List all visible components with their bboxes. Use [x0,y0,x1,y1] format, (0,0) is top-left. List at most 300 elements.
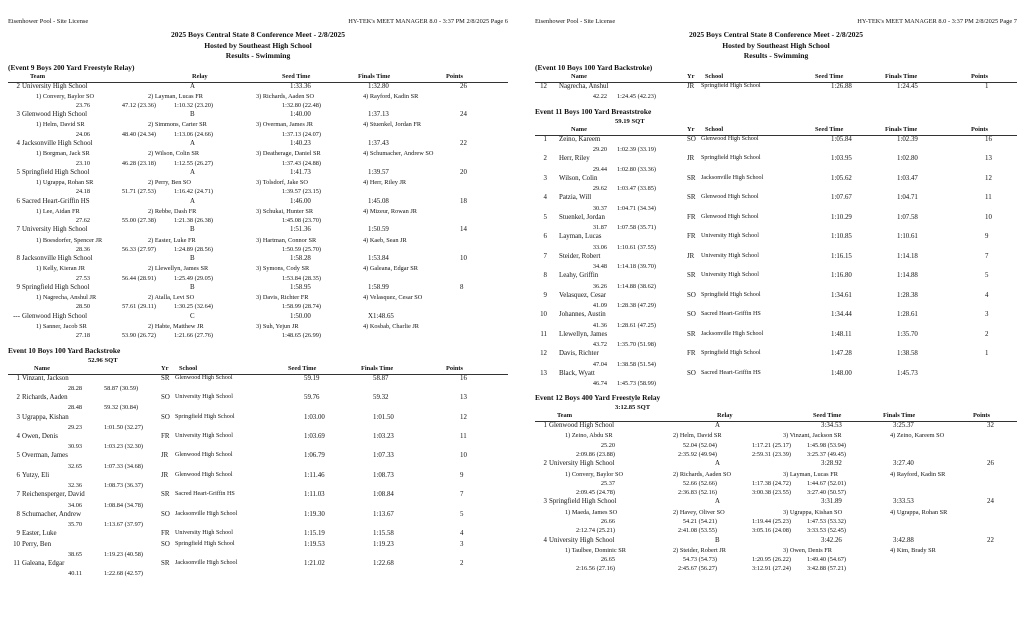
meet-title: 2025 Boys Central State 8 Conference Meet - 2/8/2025 [170,30,346,39]
place: 4 [16,140,20,148]
split-time: 3:12.91 (27.24) [751,565,791,573]
relay-letter: B [190,255,195,263]
split-time: 1:28.38 (47.29) [617,302,657,310]
split-time: 1:14.88 (38.62) [617,282,657,290]
class-year: JR [161,452,169,460]
seed-time: 1:19.30 [304,510,325,518]
swimmer-name: Galeana, Edgar [22,560,65,568]
relay-result-row [8,111,508,121]
finals-time: 1:45.73 [897,369,918,377]
seed-time: 1:07.67 [831,194,852,202]
swimmer-name: Yutzy, Eli [22,471,50,479]
split-time: 1:37.43 (24.88) [281,159,321,167]
relay-swimmer: 2) Wilson, Colin SR [148,150,200,158]
swimmer-result-row [535,83,1017,93]
finals-time: 1:02.80 [897,155,918,163]
class-year: FR [687,350,696,358]
school-name: Sacred Heart-Griffin HS [175,491,235,498]
split-time: 47.04 [592,360,607,368]
split-time: 1:50.59 (25.70) [281,245,321,253]
relay-swimmer: 3) Davis, Richter FR [256,294,309,302]
relay-swimmer: 4) Stuenkel, Jordan FR [363,121,422,129]
finals-time: 1:50.59 [368,226,389,234]
class-year: SR [161,491,170,499]
relay-swimmers-row [8,121,508,130]
split-time: 1:35.70 (51.98) [617,341,657,349]
relay-swimmer: 3) Vinzant, Jackson SR [783,432,842,440]
place: 11 [13,560,20,568]
place: 9 [543,291,547,299]
split-time: 1:28.61 (47.25) [617,321,657,329]
finals-time: 1:01.50 [373,413,394,421]
finals-time: 1:08.73 [373,471,394,479]
split-time: 48.40 (24.34) [121,130,156,138]
split-time: 1:17.38 (24.72) [751,479,791,487]
class-year: SO [687,135,696,143]
class-year: FR [161,432,170,440]
school-name: Sacred Heart-Griffin HS [701,311,761,318]
relay-swimmer: 1) Ugrappa, Rohan SR [36,179,94,187]
team-name: Springfield High School [22,168,90,176]
relay-swimmer: 4) Kaeb, Sean JR [363,236,407,244]
relay-letter: A [190,82,195,90]
event-title: (Event 9 Boys 200 Yard Freestyle Relay) [8,62,135,72]
split-times-row [535,322,1017,331]
split-time: 51.71 (27.53) [121,188,156,196]
swimmer-name: Velasquez, Cesar [559,291,607,299]
split-times-row [8,131,508,140]
split-time: 2:09.45 (24.78) [575,489,615,497]
split-times-row [535,380,1017,389]
points: 3 [460,540,464,548]
points: 24 [460,111,467,119]
swimmer-name: Wilson, Colin [559,174,598,182]
split-time: 1:14.18 (39.70) [617,263,657,271]
points: 22 [987,536,994,544]
relay-result-row [8,284,508,294]
split-time: 3:27.40 (50.57) [806,489,846,497]
page-7-body [535,63,1017,575]
split-times-row [535,527,1017,536]
split-time: 1:07.33 (34.68) [104,462,144,470]
swimmer-name: Llewellyn, James [559,330,608,338]
place: --- [13,312,20,320]
points: 18 [460,197,467,205]
school-name: Springfield High School [701,155,761,162]
qualifying-standard: 3:12.85 SQT [615,404,651,412]
place: 1 [543,135,547,143]
split-time: 56.33 (27.97) [121,245,156,253]
points: 22 [460,140,467,148]
swimmer-result-row [8,530,508,540]
school-name: University High School [701,272,759,279]
relay-swimmer: 3) Ugrappa, Kishan SO [783,508,843,516]
seed-time: 1:10.29 [831,213,852,221]
seed-time: 3:31.89 [821,498,842,506]
place: 10 [540,311,547,319]
split-time: 1:04.71 (34.34) [617,204,657,212]
relay-swimmers-row [8,323,508,332]
school-name: Glenwood High School [175,452,233,459]
team-name: Springfield High School [549,498,617,506]
finals-time: 1:39.57 [368,168,389,176]
split-times-row [535,565,1017,574]
relay-swimmer: 3) Tolsdorf, Jake SO [256,179,308,187]
swimmer-result-row [8,560,508,570]
relay-swimmers-row [8,150,508,159]
finals-time: 1:28.38 [897,291,918,299]
split-time: 57.61 (29.11) [122,303,156,311]
split-time: 2:41.08 (53.55) [677,527,717,535]
finals-time: 1:14.18 [897,252,918,260]
seed-time: 3:28.92 [821,460,842,468]
points-col-header: Points [971,125,989,133]
points: 16 [985,135,992,143]
split-time: 34.06 [67,501,82,509]
split-times-row [8,551,508,560]
swimmer-result-row [8,541,508,551]
seed-time: 1:48.11 [831,330,852,338]
relay-result-row [8,313,508,323]
team-name: Springfield High School [22,283,90,291]
split-times-row [535,489,1017,498]
seed-col-header: Seed Time [813,412,842,420]
school-name: Glenwood High School [701,135,759,142]
relay-swimmer: 4) Mizeur, Rowan JR [363,207,417,215]
split-time: 2:09.86 (23.88) [575,451,615,459]
school-name: University High School [701,233,759,240]
split-time: 3:25.37 (49.45) [806,451,846,459]
class-year: FR [687,233,696,241]
relay-swimmer: 4) Ugrappa, Rohan SR [890,508,948,516]
split-time: 59.32 (30.84) [104,404,139,412]
seed-time: 59.19 [304,374,320,382]
finals-time: X1:48.65 [368,312,394,320]
split-time: 52.66 (52.66) [682,479,717,487]
place: 4 [16,432,20,440]
school-name: Springfield High School [175,540,235,547]
relay-swimmers-row [8,294,508,303]
team-name: University High School [22,82,88,90]
place: 5 [16,168,20,176]
split-times-row [8,246,508,255]
finals-time: 1:37.43 [368,140,389,148]
split-times-row [535,224,1017,233]
split-time: 1:02.80 (33.36) [617,165,657,173]
place: 6 [543,233,547,241]
split-times-row [8,424,508,433]
results-page-6 [8,0,508,623]
place: 7 [543,252,547,260]
split-time: 23.10 [75,159,90,167]
relay-swimmer: 1) Convery, Baylor SO [565,470,624,478]
split-time: 30.93 [67,443,82,451]
points: 20 [460,168,467,176]
swimmer-result-row [535,214,1017,224]
split-time: 2:45.67 (56.27) [677,565,717,573]
split-times-row [535,283,1017,292]
team-name: Jacksonville High School [22,255,93,263]
school-name: Jacksonville High School [701,174,764,181]
site-license: Eisenhower Pool - Site License [8,18,89,25]
split-time: 1:03.47 (33.85) [617,185,657,193]
split-time: 1:25.49 (29.05) [173,274,213,282]
split-time: 34.48 [592,263,607,271]
meet-host: Hosted by Southeast High School [722,40,830,50]
school-name: Jacksonville High School [175,510,238,517]
relay-swimmers-row [535,432,1017,441]
split-time: 1:21.38 (26.38) [173,217,213,225]
finals-time: 1:03.23 [373,432,394,440]
split-times-row [535,205,1017,214]
seed-time: 1:50.00 [290,312,311,320]
split-times-row [535,341,1017,350]
split-time: 33.06 [592,243,607,251]
swimmer-result-row [8,491,508,501]
school-name: Glenwood High School [701,194,759,201]
split-time: 1:20.95 (26.22) [751,556,791,563]
split-time: 27.53 [75,274,90,282]
place: 2 [16,82,20,90]
swimmer-name: Overman, James [22,452,68,460]
team-name: University High School [549,460,615,468]
points: 12 [985,174,992,182]
split-time: 24.06 [75,130,90,138]
relay-result-row [8,169,508,179]
swimmer-result-row [535,350,1017,360]
class-year: SO [161,413,170,421]
split-time: 2:36.83 (52.16) [677,489,717,497]
relay-swimmer: 4) Kosbab, Charlie JR [363,322,419,330]
split-time: 28.28 [67,384,82,392]
seed-time: 1:16.15 [831,252,852,260]
swimmer-name: Black, Wyatt [559,369,595,377]
place: 11 [540,330,547,338]
split-time: 26.66 [600,517,615,525]
relay-swimmer: 2) Layman, Lucas FR [148,92,203,100]
school-name: Glenwood High School [175,471,233,478]
seed-time: 1:34.61 [831,291,852,299]
split-time: 25.20 [600,441,615,449]
relay-letter: A [715,422,720,430]
seed-time: 1:06.79 [304,452,325,460]
split-time: 56.44 (28.91) [121,274,156,282]
split-times-row [8,102,508,111]
finals-time: 1:07.58 [897,213,918,221]
seed-time: 1:16.80 [831,272,852,280]
class-year: SO [687,369,696,377]
individual-column-headers [535,73,1017,83]
results-page-7 [535,0,1017,623]
split-time: 27.62 [75,217,90,225]
split-time: 2:35.92 (49.94) [677,451,717,459]
split-time: 1:32.80 (22.48) [281,101,321,109]
finals-time: 1:02.39 [897,135,918,143]
split-time: 1:13.06 (24.66) [173,130,213,138]
swimmer-name: Patzia, Will [559,194,592,202]
split-time: 42.22 [592,92,607,100]
finals-time: 1:53.84 [368,255,389,263]
split-time: 47.12 (23.36) [121,101,156,109]
split-time: 53.90 (26.72) [121,332,156,340]
points: 10 [460,255,467,263]
points: 12 [460,413,467,421]
swimmer-name: Steider, Robert [559,252,601,260]
relay-swimmer: 2) Perry, Ben SO [148,179,191,187]
relay-result-row [8,226,508,236]
place: 3 [543,498,547,506]
split-time: 30.37 [592,204,607,212]
place: 9 [16,530,20,538]
seed-col-header: Seed Time [815,72,844,80]
split-time: 29.20 [592,146,607,154]
qualifying-standard: 59.19 SQT [615,117,645,125]
swimmer-result-row [535,233,1017,243]
swimmer-result-row [535,175,1017,185]
points: 11 [985,194,992,202]
class-year: JR [687,82,695,90]
points: 13 [460,394,467,402]
finals-time: 1:13.67 [373,510,394,518]
split-times-row [8,463,508,472]
split-time: 41.09 [592,302,607,310]
relay-letter: B [190,283,195,291]
class-year: JR [687,155,695,163]
split-time: 1:22.68 (42.57) [104,570,144,578]
split-times-row [8,570,508,579]
points: 10 [460,452,467,460]
finals-col-header: Finals Time [358,72,391,80]
split-time: 27.18 [75,332,90,340]
relay-swimmer: 2) Helm, David SR [673,432,722,440]
points: 2 [985,330,989,338]
school-col-header: School [705,125,724,133]
swimmer-name: Nagrecha, Anshul [559,82,609,90]
points: 32 [987,422,994,430]
relay-swimmer: 3) Hartman, Connor SR [256,236,317,244]
split-time: 1:45.08 (23.70) [281,217,321,225]
page-6-body [8,63,508,580]
swimmer-result-row [535,272,1017,282]
relay-swimmer: 2) Rebbe, Dash FR [148,207,197,215]
place: 4 [543,194,547,202]
relay-swimmer: 4) Herr, Riley JR [363,179,407,187]
finals-time: 1:37.13 [368,111,389,119]
school-name: Sacred Heart-Griffin HS [701,369,761,376]
finals-time: 1:32.80 [368,82,389,90]
split-times-row [8,443,508,452]
split-time: 1:44.67 (52.01) [806,479,846,487]
split-time: 2:16.56 (27.16) [575,565,615,573]
team-col-header: Team [557,412,573,420]
split-times-row [8,521,508,530]
name-col-header: Name [571,125,587,133]
relay-result-row [535,537,1017,547]
relay-swimmers-row [8,208,508,217]
points: 4 [985,291,989,299]
split-time: 2:12.74 (25.21) [575,527,615,535]
school-name: Springfield High School [701,291,761,298]
points-col-header: Points [973,412,991,420]
finals-time: 1:24.45 [897,82,918,90]
seed-time: 3:42.26 [821,536,842,544]
finals-time: 3:27.40 [893,460,914,468]
seed-time: 1:19.53 [304,540,325,548]
swimmer-name: Schumacher, Andrew [22,510,82,518]
school-name: University High School [175,394,233,401]
split-times-row [535,166,1017,175]
split-time: 32.65 [67,462,82,470]
split-time: 31.87 [592,224,607,232]
finals-time: 59.32 [373,394,389,402]
split-time: 55.00 (27.38) [121,217,156,225]
relay-swimmer: 3) Schukai, Hunter SR [256,207,314,215]
event-title: Event 11 Boys 100 Yard Breaststroke [535,106,652,116]
relay-swimmer: 2) Simmons, Carter SR [148,121,207,129]
relay-result-row [8,83,508,93]
school-name: Springfield High School [701,82,761,89]
split-times-row [535,442,1017,451]
seed-time: 1:05.84 [831,135,852,143]
relay-swimmer: 4) Schumacher, Andrew SO [363,150,434,158]
split-time: 3:05.16 (24.08) [751,527,791,535]
seed-time: 1:15.19 [304,530,325,538]
split-times-row [535,451,1017,460]
team-col-header: Team [30,72,46,80]
swimmer-result-row [8,452,508,462]
split-time: 54.73 (54.73) [682,556,717,563]
split-time: 28.50 [75,303,90,311]
split-times-row [8,160,508,169]
place: 5 [543,213,547,221]
split-times-row [535,146,1017,155]
place: 2 [543,460,547,468]
split-times-row [8,482,508,491]
finals-time: 1:15.58 [373,530,394,538]
school-name: Jacksonville High School [175,560,238,567]
name-col-header: Name [571,72,587,80]
split-times-row [535,361,1017,370]
relay-swimmer: 1) Maeda, James SO [565,508,618,516]
split-time: 1:48.65 (26.99) [281,332,321,340]
split-time: 1:24.89 (28.56) [173,245,213,253]
split-times-row [8,275,508,284]
school-col-header: School [705,72,724,80]
team-name: University High School [22,226,88,234]
relay-result-row [535,460,1017,470]
relay-swimmer: 4) Velasquez, Cesar SO [363,294,423,302]
school-name: Glenwood High School [701,213,759,220]
seed-col-header: Seed Time [282,72,311,80]
software-stamp: HY-TEK's MEET MANAGER 8.0 - 3:37 PM 2/8/2025 Page 7 [857,18,1017,25]
relay-letter: A [190,168,195,176]
finals-time: 1:07.33 [373,452,394,460]
split-time: 1:12.55 (26.27) [173,159,213,167]
swimmer-name: Leahy, Griffin [559,272,599,280]
seed-time: 1:03.69 [304,432,325,440]
place: 3 [543,174,547,182]
page-header [535,18,1017,30]
class-year: SO [687,291,696,299]
class-year: JR [161,471,169,479]
swimmer-name: Perry, Ben [22,540,52,548]
page-header [8,18,508,30]
split-time: 1:01.50 (32.27) [104,423,144,431]
relay-result-row [8,198,508,208]
seed-time: 1:40.00 [290,111,311,119]
split-times-row [535,93,1017,102]
split-time: 1:58.99 (28.74) [281,303,321,311]
